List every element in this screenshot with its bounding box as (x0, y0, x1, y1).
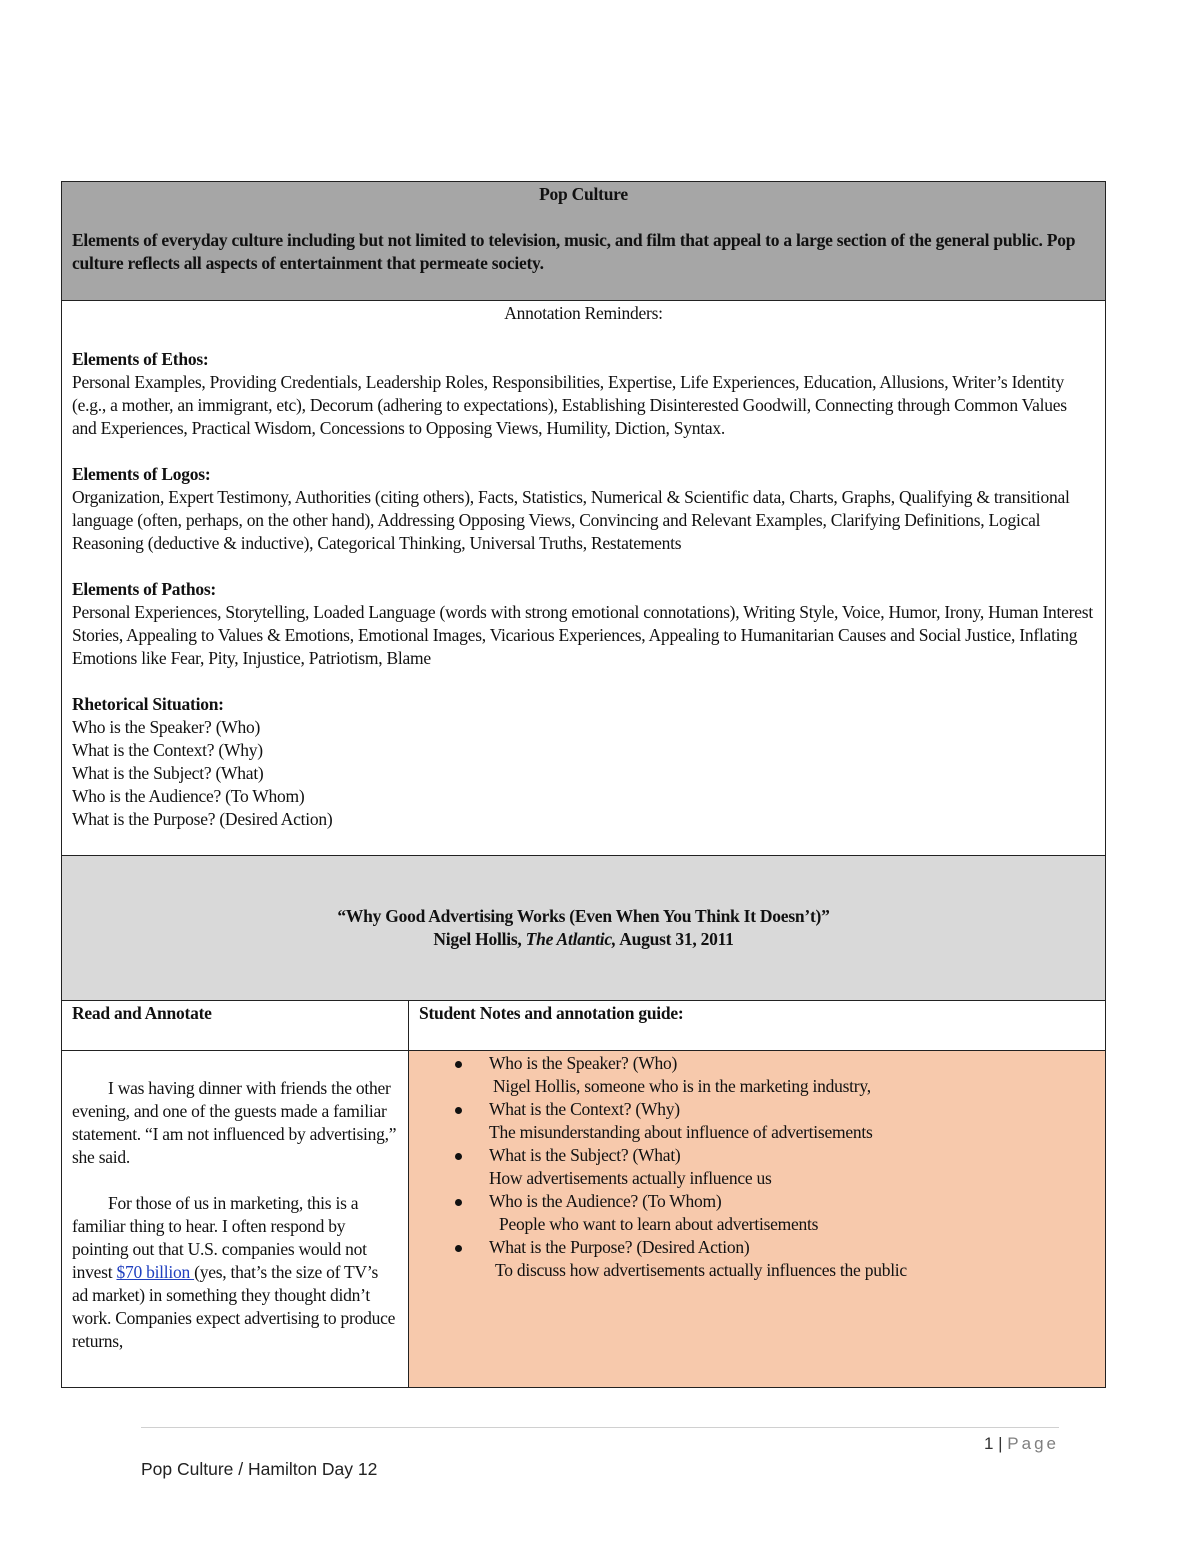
bullet-icon (455, 1199, 462, 1206)
reading-text: For those of us in marketing, this is a familiar thing to hear. I often respond by pointing out that U.S. companies would not invest (72, 1193, 367, 1282)
student-notes-header: Student Notes and annotation guide: (409, 1001, 1106, 1051)
article-byline (62, 928, 1105, 951)
ethos-section (72, 348, 1095, 440)
note-item (451, 1144, 1095, 1167)
bullet-icon (455, 1061, 462, 1068)
ethos-text: Personal Examples, Providing Credentials, Leadership Roles, Responsibilities, Expertise, Life Experiences, Education, Allusions, Writer’s Identity (e.g., a mother, an immigrant, etc), Decorum (adhering to expectations), Establishing Disinterested Goodwill, Connecting through Common Values and Experiences, Practical Wisdom, Concessions to Opposing Views, Humility, Diction, Syntax. (72, 372, 1067, 438)
reading-paragraph (72, 1192, 398, 1353)
rhetorical-question: What is the Subject? (What) (72, 763, 264, 783)
page-number-separator: | (998, 1434, 1003, 1453)
note-item (451, 1190, 1095, 1213)
page-number-value: 1 (983, 1434, 994, 1453)
logos-text: Organization, Expert Testimony, Authorities (citing others), Facts, Statistics, Numerical & Scientific data, Charts, Graphs, Qualifying & transitional language (often, perhaps, on the other hand), Addressing Opposing Views, Convincing and Relevant Examples, Clarifying Definitions, Logical Reasoning (deductive & inductive), Categorical Thinking, Universal Truths, Restatements (72, 487, 1070, 553)
page-number (984, 1434, 1059, 1454)
logos-section (72, 463, 1095, 555)
pathos-text: Personal Experiences, Storytelling, Loaded Language (words with strong emotional connotations), Writing Style, Voice, Humor, Irony, Human Interest Stories, Appealing to Values & Emotions, Emotional Images, Vicarious Experiences, Appealing to Humanitarian Causes and Social Justice, Inflating Emotions like Fear, Pity, Injustice, Patriotism, Blame (72, 602, 1093, 668)
rhetorical-section (72, 693, 1095, 831)
article-title: “Why Good Advertising Works (Even When You Think It Doesn’t)” (337, 906, 830, 926)
notes-list (451, 1236, 1095, 1259)
rhetorical-heading: Rhetorical Situation: (72, 694, 224, 714)
note-answer: The misunderstanding about influence of advertisements (489, 1122, 873, 1142)
reminders-title: Annotation Reminders: (504, 303, 663, 323)
rhetorical-question: What is the Context? (Why) (72, 740, 263, 760)
document-footer: Pop Culture / Hamilton Day 12 (141, 1459, 378, 1479)
notes-list (451, 1144, 1095, 1167)
note-answer: How advertisements actually influence us (489, 1168, 772, 1188)
student-notes[interactable] (409, 1051, 1106, 1388)
note-answer: People who want to learn about advertisements (499, 1214, 819, 1234)
notes-list (451, 1190, 1095, 1213)
notes-list (451, 1052, 1095, 1075)
article-header (62, 856, 1106, 1001)
article-author: Nigel Hollis, (433, 929, 522, 949)
reading-passage (62, 1051, 409, 1388)
note-question: Who is the Speaker? (Who) (489, 1053, 678, 1073)
rhetorical-question: What is the Purpose? (Desired Action) (72, 809, 333, 829)
reading-text: (yes, that’s the size of TV’s ad market) in something they thought didn’t work. Companies expect advertising to produce returns, (72, 1262, 396, 1351)
note-question: What is the Subject? (What) (489, 1145, 681, 1165)
note-item (451, 1098, 1095, 1121)
footer-divider (141, 1427, 1059, 1428)
bullet-icon (455, 1245, 462, 1252)
read-annotate-header: Read and Annotate (62, 1001, 409, 1051)
annotation-reminders (62, 301, 1106, 856)
page-label: Page (1007, 1434, 1059, 1453)
logos-heading: Elements of Logos: (72, 464, 211, 484)
pathos-heading: Elements of Pathos: (72, 579, 216, 599)
article-date: August 31, 2011 (619, 929, 734, 949)
note-item (451, 1236, 1095, 1259)
note-item (451, 1052, 1095, 1075)
worksheet-table (61, 181, 1106, 1388)
seventy-billion-link[interactable]: $70 billion (116, 1262, 195, 1282)
note-question: What is the Purpose? (Desired Action) (489, 1237, 750, 1257)
bullet-icon (455, 1153, 462, 1160)
article-publication: The Atlantic, (525, 929, 617, 949)
rhetorical-question: Who is the Speaker? (Who) (72, 717, 261, 737)
note-question: What is the Context? (Why) (489, 1099, 680, 1119)
pop-culture-header (62, 182, 1106, 301)
note-answer: To discuss how advertisements actually influences the public (495, 1260, 907, 1280)
ethos-heading: Elements of Ethos: (72, 349, 209, 369)
pathos-section (72, 578, 1095, 670)
rhetorical-question: Who is the Audience? (To Whom) (72, 786, 305, 806)
notes-list (451, 1098, 1095, 1121)
reading-paragraph: I was having dinner with friends the other evening, and one of the guests made a familiar statement. “I am not influenced by advertising,” she said. (72, 1078, 397, 1167)
note-question: Who is the Audience? (To Whom) (489, 1191, 722, 1211)
bullet-icon (455, 1107, 462, 1114)
page-title: Pop Culture (539, 184, 628, 204)
pop-culture-definition: Elements of everyday culture including but not limited to television, music, and film that appeal to a large section of the general public. Pop culture reflects all aspects of entertainment that permeate society. (72, 230, 1076, 273)
note-answer: Nigel Hollis, someone who is in the marketing industry, (493, 1076, 871, 1096)
